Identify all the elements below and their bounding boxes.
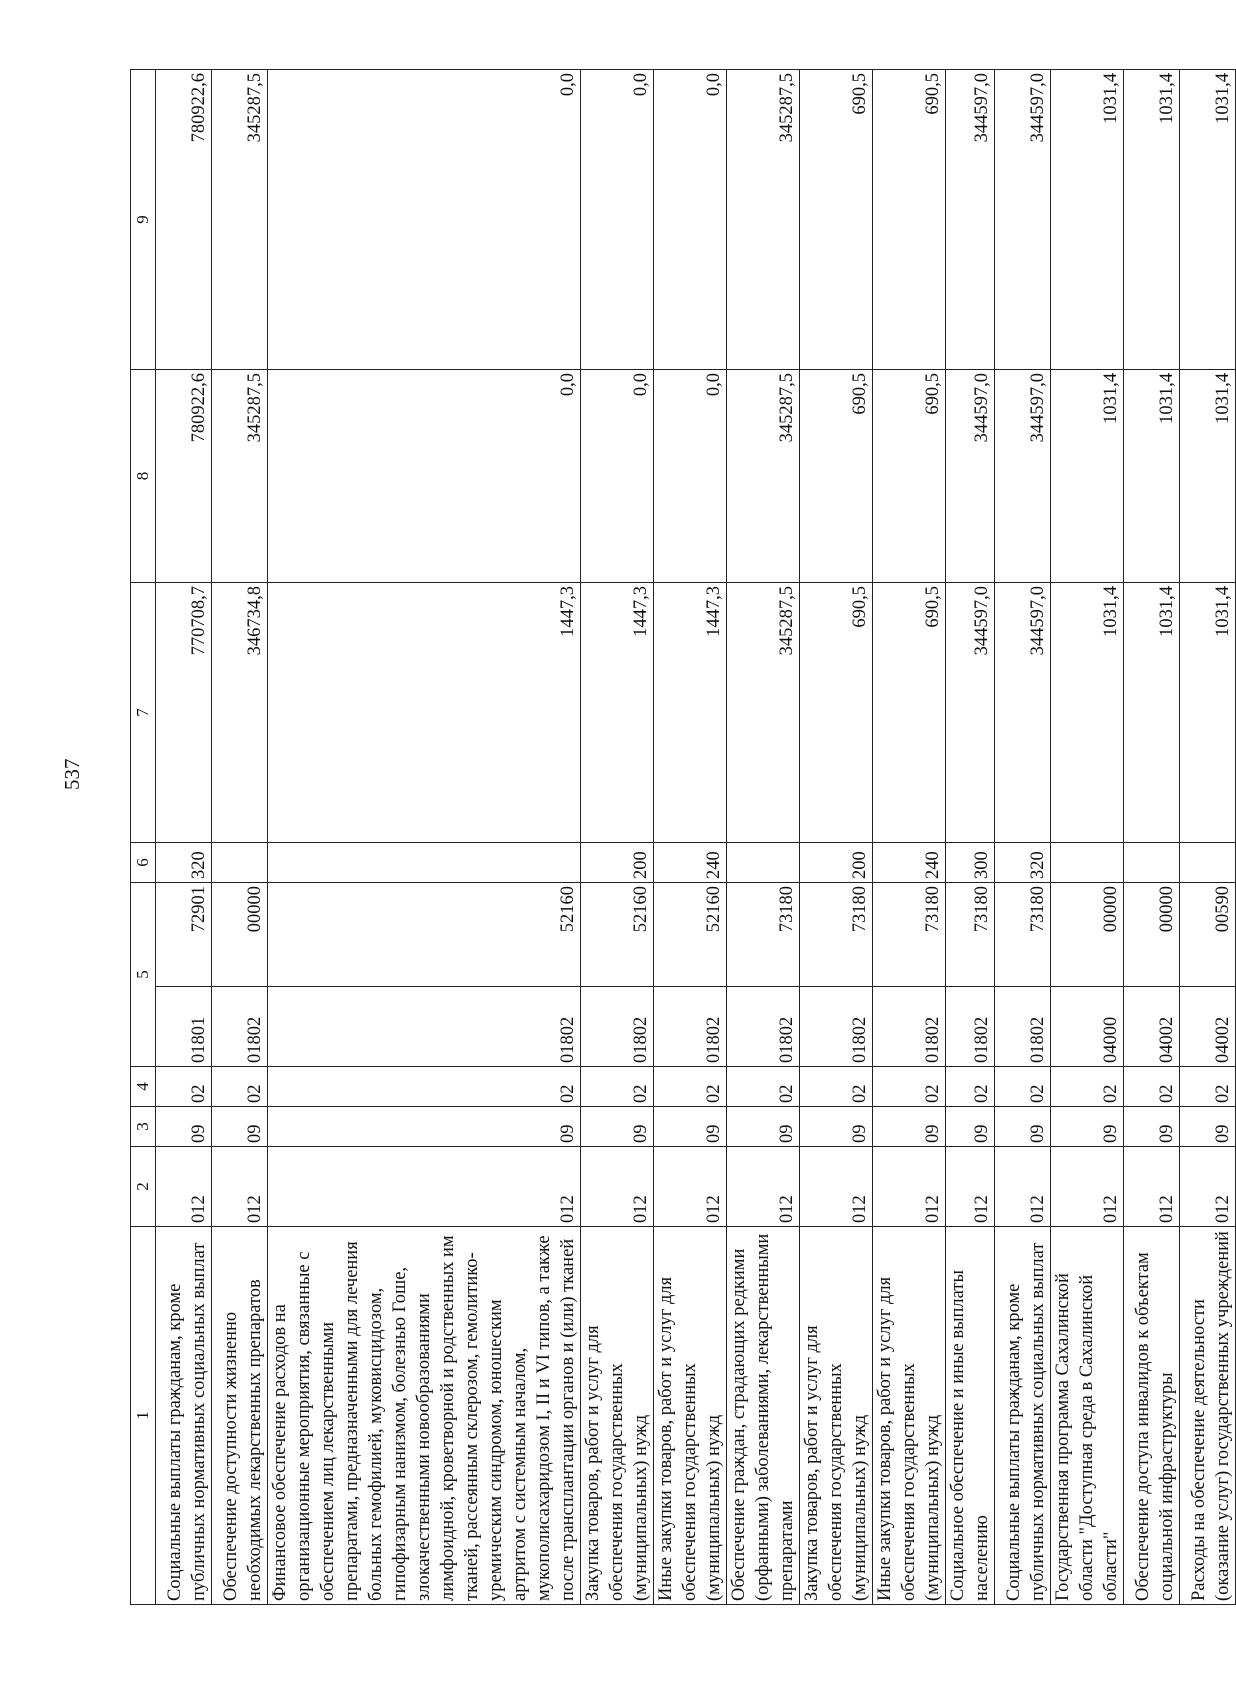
budget-table	[130, 69, 1236, 1605]
cell-col-3: 09	[654, 1107, 727, 1147]
cell-col-4: 02	[873, 1067, 946, 1107]
cell-col-5b: 52160	[654, 883, 727, 987]
cell-col-6: 240	[654, 843, 727, 883]
cell-col-4: 02	[654, 1067, 727, 1107]
table-row	[156, 70, 212, 1605]
cell-col-5a: 04000	[1051, 987, 1124, 1067]
row-name: Социальное обеспечение и иные выплаты населению	[946, 1227, 995, 1605]
table-row	[581, 70, 654, 1605]
cell-col-5b: 52160	[268, 883, 581, 987]
cell-col-9: 344597,0	[946, 70, 995, 370]
cell-col-2: 012	[995, 1147, 1051, 1227]
cell-col-7: 690,5	[800, 583, 873, 843]
row-name: Обеспечение доступности жизненно необходимых лекарственных препаратов	[212, 1227, 268, 1605]
rotated-table-wrapper	[130, 70, 1236, 1605]
cell-col-3: 09	[212, 1107, 268, 1147]
cell-col-4: 02	[212, 1067, 268, 1107]
cell-col-9: 1031,4	[1180, 70, 1236, 370]
cell-col-5b: 00000	[1124, 883, 1180, 987]
cell-col-2: 012	[268, 1147, 581, 1227]
cell-col-9: 0,0	[581, 70, 654, 370]
cell-col-7: 1031,4	[1180, 583, 1236, 843]
page-number: 537	[60, 758, 84, 790]
cell-col-2: 012	[212, 1147, 268, 1227]
cell-col-9: 1031,4	[1051, 70, 1124, 370]
cell-col-4: 02	[1180, 1067, 1236, 1107]
cell-col-2: 012	[581, 1147, 654, 1227]
header-col-1: 1	[131, 1227, 156, 1605]
header-col-9: 9	[131, 70, 156, 370]
cell-col-5a: 01802	[800, 987, 873, 1067]
cell-col-2: 012	[654, 1147, 727, 1227]
cell-col-6	[268, 843, 581, 883]
cell-col-7: 1447,3	[581, 583, 654, 843]
header-col-7: 7	[131, 583, 156, 843]
cell-col-2: 012	[873, 1147, 946, 1227]
cell-col-8: 0,0	[654, 370, 727, 583]
cell-col-3: 09	[727, 1107, 800, 1147]
cell-col-8: 345287,5	[727, 370, 800, 583]
cell-col-6: 200	[581, 843, 654, 883]
cell-col-7: 1447,3	[268, 583, 581, 843]
cell-col-5b: 72901	[156, 883, 212, 987]
table-row	[212, 70, 268, 1605]
cell-col-2: 012	[1051, 1147, 1124, 1227]
table-row	[727, 70, 800, 1605]
cell-col-5b: 52160	[581, 883, 654, 987]
cell-col-5a: 01802	[268, 987, 581, 1067]
cell-col-9: 0,0	[268, 70, 581, 370]
cell-col-6: 240	[873, 843, 946, 883]
cell-col-5a: 01802	[581, 987, 654, 1067]
cell-col-7: 1031,4	[1124, 583, 1180, 843]
cell-col-4: 02	[800, 1067, 873, 1107]
table-row	[1051, 70, 1124, 1605]
cell-col-8: 344597,0	[946, 370, 995, 583]
table-row	[995, 70, 1051, 1605]
cell-col-9: 1031,4	[1124, 70, 1180, 370]
header-col-8: 8	[131, 370, 156, 583]
table-row	[1124, 70, 1180, 1605]
header-col-5: 5	[131, 883, 156, 1067]
cell-col-9: 344597,0	[995, 70, 1051, 370]
cell-col-3: 09	[946, 1107, 995, 1147]
cell-col-7: 345287,5	[727, 583, 800, 843]
cell-col-7: 770708,7	[156, 583, 212, 843]
cell-col-5b: 00000	[1051, 883, 1124, 987]
cell-col-7: 1031,4	[1051, 583, 1124, 843]
row-name: Иные закупки товаров, работ и услуг для обеспечения государственных (муниципальных) нужд	[654, 1227, 727, 1605]
row-name: Закупка товаров, работ и услуг для обеспечения государственных (муниципальных) нужд	[581, 1227, 654, 1605]
cell-col-9: 690,5	[800, 70, 873, 370]
cell-col-5a: 01802	[995, 987, 1051, 1067]
cell-col-3: 09	[1180, 1107, 1236, 1147]
cell-col-9: 0,0	[654, 70, 727, 370]
cell-col-8: 0,0	[268, 370, 581, 583]
cell-col-8: 1031,4	[1124, 370, 1180, 583]
cell-col-6: 300	[946, 843, 995, 883]
cell-col-2: 012	[800, 1147, 873, 1227]
table-row	[946, 70, 995, 1605]
table-row	[1180, 70, 1236, 1605]
cell-col-5b: 73180	[727, 883, 800, 987]
cell-col-8: 780922,6	[156, 370, 212, 583]
cell-col-2: 012	[1180, 1147, 1236, 1227]
row-name: Государственная программа Сахалинской области "Доступная среда в Сахалинской области"	[1051, 1227, 1124, 1605]
cell-col-4: 02	[268, 1067, 581, 1107]
cell-col-9: 780922,6	[156, 70, 212, 370]
cell-col-4: 02	[727, 1067, 800, 1107]
cell-col-4: 02	[581, 1067, 654, 1107]
cell-col-4: 02	[995, 1067, 1051, 1107]
cell-col-8: 345287,5	[212, 370, 268, 583]
cell-col-4: 02	[1124, 1067, 1180, 1107]
cell-col-3: 09	[1124, 1107, 1180, 1147]
cell-col-6: 320	[156, 843, 212, 883]
cell-col-9: 690,5	[873, 70, 946, 370]
header-row	[131, 70, 156, 1605]
cell-col-5a: 04002	[1180, 987, 1236, 1067]
row-name: Иные закупки товаров, работ и услуг для обеспечения государственных (муниципальных) нужд	[873, 1227, 946, 1605]
cell-col-6	[1051, 843, 1124, 883]
cell-col-5a: 01802	[212, 987, 268, 1067]
cell-col-6: 320	[995, 843, 1051, 883]
cell-col-3: 09	[1051, 1107, 1124, 1147]
cell-col-3: 09	[156, 1107, 212, 1147]
cell-col-7: 344597,0	[995, 583, 1051, 843]
cell-col-4: 02	[1051, 1067, 1124, 1107]
cell-col-8: 1031,4	[1180, 370, 1236, 583]
cell-col-5b: 00590	[1180, 883, 1236, 987]
cell-col-6	[1124, 843, 1180, 883]
cell-col-3: 09	[995, 1107, 1051, 1147]
cell-col-3: 09	[581, 1107, 654, 1147]
cell-col-2: 012	[156, 1147, 212, 1227]
cell-col-9: 345287,5	[727, 70, 800, 370]
cell-col-8: 690,5	[800, 370, 873, 583]
cell-col-3: 09	[800, 1107, 873, 1147]
cell-col-5b: 73180	[995, 883, 1051, 987]
cell-col-7: 690,5	[873, 583, 946, 843]
cell-col-5a: 01801	[156, 987, 212, 1067]
cell-col-8: 690,5	[873, 370, 946, 583]
table-row	[873, 70, 946, 1605]
row-name: Финансовое обеспечение расходов на организационные мероприятия, связанные с обеспечением лиц лекарственными препаратами, предназначенными для лечения больных гемофилией, муковисцидозом, гипофизарным нанизмом, болезнью Гоше, злокачественными новообразованиями лимфоидной, кроветворной и родственных им тканей, рассеянным склерозом, гемолитико-уремическим синдромом, юношеским артритом с системным началом, мукополисахаридозом I, II и VI типов, а также после трансплантации органов и (или) тканей	[268, 1227, 581, 1605]
table-row	[800, 70, 873, 1605]
cell-col-6	[1180, 843, 1236, 883]
cell-col-5a: 01802	[654, 987, 727, 1067]
cell-col-4: 02	[156, 1067, 212, 1107]
header-col-6: 6	[131, 843, 156, 883]
cell-col-3: 09	[268, 1107, 581, 1147]
cell-col-5b: 73180	[946, 883, 995, 987]
cell-col-2: 012	[1124, 1147, 1180, 1227]
row-name: Социальные выплаты гражданам, кроме публичных нормативных социальных выплат	[156, 1227, 212, 1605]
cell-col-8: 0,0	[581, 370, 654, 583]
cell-col-5a: 01802	[727, 987, 800, 1067]
cell-col-5b: 73180	[873, 883, 946, 987]
row-name: Социальные выплаты гражданам, кроме публичных нормативных социальных выплат	[995, 1227, 1051, 1605]
table-row	[268, 70, 581, 1605]
header-col-2: 2	[131, 1147, 156, 1227]
row-name: Обеспечение граждан, страдающих редкими (орфанными) заболеваниями, лекарственными препаратами	[727, 1227, 800, 1605]
cell-col-2: 012	[946, 1147, 995, 1227]
cell-col-9: 345287,5	[212, 70, 268, 370]
cell-col-3: 09	[873, 1107, 946, 1147]
cell-col-5a: 01802	[873, 987, 946, 1067]
cell-col-7: 1447,3	[654, 583, 727, 843]
cell-col-5b: 73180	[800, 883, 873, 987]
table-row	[654, 70, 727, 1605]
cell-col-5b: 00000	[212, 883, 268, 987]
header-col-3: 3	[131, 1107, 156, 1147]
cell-col-2: 012	[727, 1147, 800, 1227]
cell-col-6: 200	[800, 843, 873, 883]
cell-col-4: 02	[946, 1067, 995, 1107]
cell-col-6	[212, 843, 268, 883]
row-name: Обеспечение доступа инвалидов к объектам социальной инфраструктуры	[1124, 1227, 1180, 1605]
row-name: Расходы на обеспечение деятельности (оказание услуг) государственных учреждений	[1180, 1227, 1236, 1605]
cell-col-8: 1031,4	[1051, 370, 1124, 583]
cell-col-7: 346734,8	[212, 583, 268, 843]
cell-col-5a: 01802	[946, 987, 995, 1067]
cell-col-6	[727, 843, 800, 883]
row-name: Закупка товаров, работ и услуг для обеспечения государственных (муниципальных) нужд	[800, 1227, 873, 1605]
cell-col-5a: 04002	[1124, 987, 1180, 1067]
cell-col-7: 344597,0	[946, 583, 995, 843]
cell-col-8: 344597,0	[995, 370, 1051, 583]
header-col-4: 4	[131, 1067, 156, 1107]
